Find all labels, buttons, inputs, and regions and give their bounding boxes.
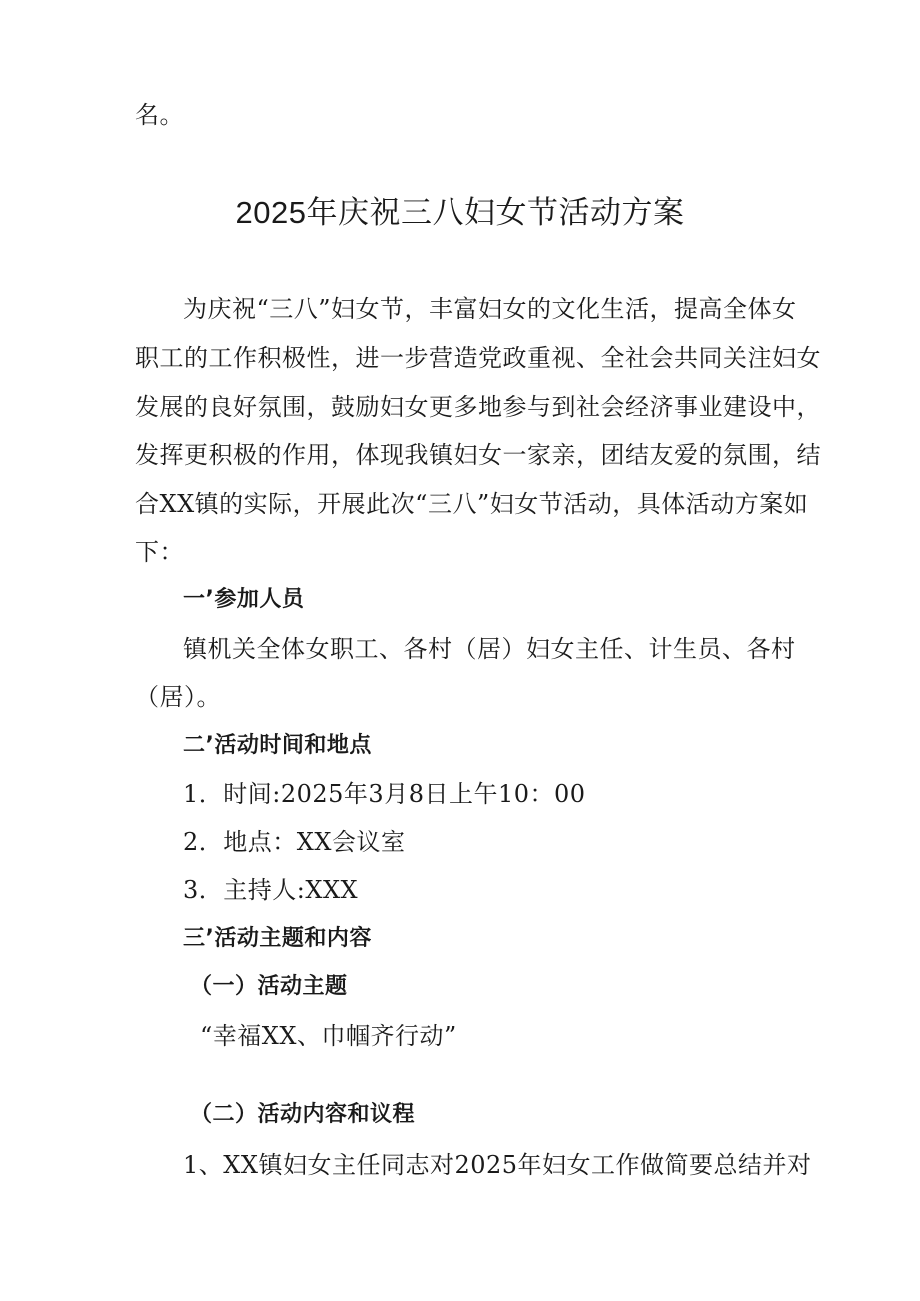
section3-heading: 三’活动主题和内容 bbox=[183, 926, 372, 951]
section2-item: 2．地点：XX会议室 bbox=[183, 828, 406, 856]
subsection1-heading: （一）活动主题 bbox=[190, 974, 348, 999]
section2-item: 3．主持人:XXX bbox=[183, 876, 359, 904]
subsection2-heading: （二）活动内容和议程 bbox=[190, 1102, 416, 1127]
section1-heading: 一’参加人员 bbox=[183, 587, 305, 612]
carryover-text: 名。 bbox=[135, 101, 184, 129]
document-title: 2025年庆祝三八妇女节活动方案 bbox=[235, 195, 685, 230]
intro-line: 合XX镇的实际，开展此次“三八”妇女节活动，具体活动方案如 bbox=[135, 490, 809, 518]
theme-text: “幸福XX、巾帼齐行动” bbox=[200, 1022, 457, 1050]
agenda-item: 1、XX镇妇女主任同志对2025年妇女工作做简要总结并对 bbox=[183, 1151, 812, 1179]
section1-text: 镇机关全体女职工、各村（居）妇女主任、计生员、各村 bbox=[183, 635, 796, 663]
section2-item: 1．时间:2025年3月8日上午10：00 bbox=[183, 780, 586, 808]
intro-line: 发展的良好氛围，鼓励妇女更多地参与到社会经济事业建设中， bbox=[135, 393, 821, 421]
intro-line: 发挥更积极的作用，体现我镇妇女一家亲，团结友爱的氛围，结 bbox=[135, 441, 821, 469]
intro-line: 下： bbox=[135, 538, 184, 566]
intro-line: 为庆祝“三八”妇女节，丰富妇女的文化生活，提高全体女 bbox=[183, 295, 797, 323]
section1-text: （居）。 bbox=[135, 683, 221, 711]
intro-line: 职工的工作积极性，进一步营造党政重视、全社会共同关注妇女 bbox=[135, 344, 821, 372]
section2-heading: 二’活动时间和地点 bbox=[183, 733, 372, 758]
